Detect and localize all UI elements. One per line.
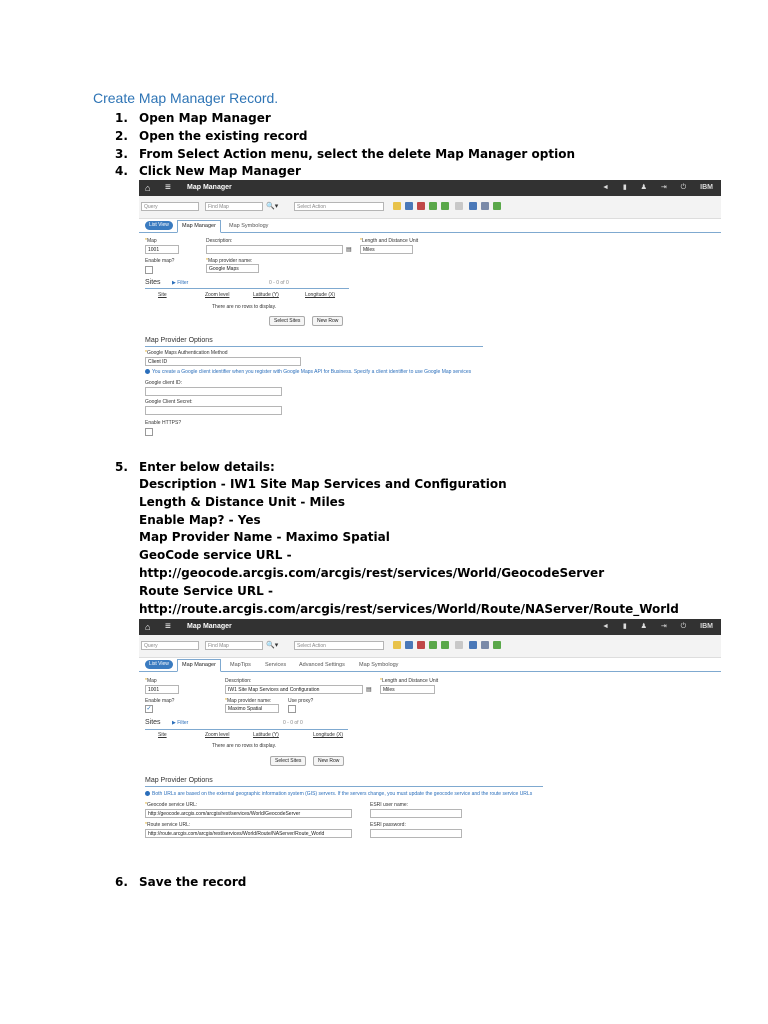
description-field[interactable] <box>206 245 343 254</box>
detail-unit: Length & Distance Unit - Miles <box>139 494 345 509</box>
title-bar <box>139 180 721 196</box>
refresh-icon[interactable] <box>455 641 463 649</box>
sites-title: Sites <box>145 279 161 286</box>
use-proxy-checkbox[interactable] <box>288 705 296 713</box>
tab-map-symbology[interactable]: Map Symbology <box>229 223 269 229</box>
save-icon[interactable] <box>405 641 413 649</box>
client-id-field[interactable] <box>145 387 282 396</box>
new-record-icon[interactable] <box>393 202 401 210</box>
step-text: Open the existing record <box>139 129 308 143</box>
step-number: 1. <box>115 111 128 125</box>
empty-message: There are no rows to display. <box>212 743 277 749</box>
auth-method-select[interactable]: Client ID <box>145 357 301 366</box>
detail-geocode-label: GeoCode service URL - <box>139 548 292 563</box>
client-secret-field[interactable] <box>145 406 282 415</box>
workflow-icon[interactable] <box>481 641 489 649</box>
enable-map-label: Enable map? <box>145 258 175 264</box>
next-icon[interactable] <box>441 641 449 649</box>
pager: 0 - 0 of 0 <box>283 720 303 726</box>
new-row-button[interactable]: New Row <box>312 316 343 326</box>
select-sites-button[interactable]: Select Sites <box>270 756 306 766</box>
workflow-icon[interactable] <box>481 202 489 210</box>
toolbar-icons: ◄ ▮ ♟ ⇥ ⏻ IBM <box>601 623 713 630</box>
step-number: 5. <box>115 460 128 474</box>
detail-provider: Map Provider Name - Maximo Spatial <box>139 530 390 545</box>
sites-divider <box>145 288 349 289</box>
map-field[interactable]: 1001 <box>145 685 179 694</box>
info-message: Both URLs are based on the external geographic information system (GIS) servers. If the servers change, you must update the geocode service and the route service URLs <box>145 791 532 797</box>
tab-map-manager[interactable]: Map Manager <box>177 659 221 672</box>
col-zoom[interactable]: Zoom level <box>205 292 230 298</box>
search-icon[interactable]: 🔍▾ <box>266 203 279 210</box>
col-site[interactable]: Site <box>158 732 167 738</box>
esri-password-field[interactable] <box>370 829 462 838</box>
provider-label: *Map provider name: <box>206 258 253 264</box>
tab-map-manager[interactable]: Map Manager <box>177 220 221 233</box>
home-icon[interactable]: ⌂ <box>145 622 151 632</box>
tab-services[interactable]: Services <box>265 662 287 668</box>
geocode-label: *Geocode service URL: <box>145 802 198 808</box>
step-4 <box>115 162 301 180</box>
pager: 0 - 0 of 0 <box>269 280 289 286</box>
info-icon <box>145 791 150 796</box>
esri-password-label: ESRI password: <box>370 822 406 828</box>
find-input[interactable]: Find Map <box>205 202 263 211</box>
brand-logo: IBM <box>700 623 713 630</box>
brand-logo: IBM <box>700 184 713 191</box>
unit-select[interactable]: Miles <box>360 245 413 254</box>
select-action-dropdown[interactable]: Select Action <box>294 202 384 211</box>
new-row-button[interactable]: New Row <box>313 756 344 766</box>
https-checkbox[interactable] <box>145 428 153 436</box>
enable-map-checkbox[interactable] <box>145 266 153 274</box>
route-label: *Route service URL: <box>145 822 191 828</box>
title-bar <box>139 619 721 635</box>
esri-user-label: ESRI user name: <box>370 802 409 808</box>
map-field[interactable]: 1001 <box>145 245 179 254</box>
unit-label: *Length and Distance Unit <box>360 238 419 244</box>
refresh-icon[interactable] <box>455 202 463 210</box>
provider-select[interactable]: Google Maps <box>206 264 259 273</box>
provider-options-title: Map Provider Options <box>145 777 213 784</box>
client-secret-label: Google Client Secret: <box>145 399 193 405</box>
step-number: 4. <box>115 164 128 178</box>
query-select[interactable]: Query <box>141 641 199 650</box>
screenshot-filled-map-manager <box>139 619 721 855</box>
info-message: You create a Google client identifier when you register with Google Maps API for Business. Specify a client identifier to use Google Map services <box>145 369 471 375</box>
step-1 <box>115 109 271 127</box>
step-6 <box>115 873 246 891</box>
route-icon[interactable] <box>493 641 501 649</box>
bulletin-icon[interactable] <box>469 641 477 649</box>
enable-map-label: Enable map? <box>145 698 175 704</box>
route-icon[interactable] <box>493 202 501 210</box>
search-icon[interactable]: 🔍▾ <box>266 642 279 649</box>
document-title: Create Map Manager Record. <box>93 90 279 106</box>
map-label: *Map <box>145 678 157 684</box>
toolbar-icons: ◄ ▮ ♟ ⇥ ⏻ IBM <box>601 184 713 191</box>
step-text: Save the record <box>139 875 247 889</box>
auth-method-label: *Google Maps Authentication Method <box>145 350 228 356</box>
long-description-icon[interactable]: ▤ <box>346 247 352 253</box>
tab-map-symbology[interactable]: Map Symbology <box>359 662 399 668</box>
description-label: Description: <box>206 238 233 244</box>
detail-geocode-url: http://geocode.arcgis.com/arcgis/rest/services/World/GeocodeServer <box>139 565 605 580</box>
new-record-icon[interactable] <box>393 641 401 649</box>
tab-bar <box>139 659 721 672</box>
info-icon <box>145 369 150 374</box>
unit-label: *Length and Distance Unit <box>380 678 439 684</box>
find-input[interactable]: Find Map <box>205 641 263 650</box>
col-site[interactable]: Site <box>158 292 167 298</box>
provider-options-divider <box>145 786 543 787</box>
col-zoom[interactable]: Zoom level <box>205 732 230 738</box>
long-description-icon[interactable]: ▤ <box>366 687 372 693</box>
provider-options-divider <box>145 346 483 347</box>
provider-options-title: Map Provider Options <box>145 337 213 344</box>
geocode-field[interactable]: http://geocode.arcgis.com/arcgis/rest/services/World/GeocodeServer <box>145 809 352 818</box>
description-field[interactable]: IW1 Site Map Services and Configuration <box>225 685 363 694</box>
detail-route-label: Route Service URL - <box>139 583 273 598</box>
save-icon[interactable] <box>405 202 413 210</box>
step-2 <box>115 127 307 145</box>
previous-icon[interactable] <box>429 202 437 210</box>
detail-list <box>139 476 679 618</box>
query-bar <box>139 635 721 658</box>
step-text: From Select Action menu, select the delete Map Manager option <box>139 147 575 161</box>
description-label: Description: <box>225 678 252 684</box>
client-id-label: Google client ID: <box>145 380 182 386</box>
filter-link[interactable]: ▶ Filter <box>172 720 189 726</box>
tab-bar <box>139 220 721 233</box>
step-5 <box>115 458 275 476</box>
provider-label: *Map provider name: <box>225 698 272 704</box>
menu-icon[interactable]: ≡ <box>165 182 171 193</box>
step-text: Click New Map Manager <box>139 164 301 178</box>
empty-message: There are no rows to display. <box>212 304 277 310</box>
map-label: *Map <box>145 238 157 244</box>
home-icon[interactable]: ⌂ <box>145 183 151 193</box>
tab-maptips[interactable]: MapTips <box>230 662 251 668</box>
route-field[interactable]: http://route.arcgis.com/arcgis/rest/services/World/Route/NAServer/Route_World <box>145 829 352 838</box>
next-icon[interactable] <box>441 202 449 210</box>
detail-route-url: http://route.arcgis.com/arcgis/rest/services/World/Route/NAServer/Route_World <box>139 601 679 616</box>
screenshot-new-map-manager <box>139 180 721 442</box>
step-3 <box>115 145 575 163</box>
col-latitude[interactable]: Latitude (Y) <box>253 292 279 298</box>
tab-advanced-settings[interactable]: Advanced Settings <box>299 662 345 668</box>
unit-select[interactable]: Miles <box>380 685 435 694</box>
step-number: 3. <box>115 147 128 161</box>
col-latitude[interactable]: Latitude (Y) <box>253 732 279 738</box>
provider-select[interactable]: Maximo Spatial <box>225 704 279 713</box>
step-text: Open Map Manager <box>139 111 271 125</box>
query-select[interactable]: Query <box>141 202 199 211</box>
menu-icon[interactable]: ≡ <box>165 621 171 632</box>
detail-enable-map: Enable Map? - Yes <box>139 512 261 527</box>
use-proxy-label: Use proxy? <box>288 698 314 704</box>
col-longitude[interactable]: Longitude (X) <box>305 292 336 298</box>
list-view-button[interactable]: List View <box>145 660 173 669</box>
edit-icon[interactable] <box>417 641 425 649</box>
edit-icon[interactable] <box>417 202 425 210</box>
step-number: 6. <box>115 875 128 889</box>
query-bar <box>139 196 721 219</box>
sites-divider <box>145 729 348 730</box>
app-name: Map Manager <box>187 623 232 630</box>
step-text: Enter below details: <box>139 460 275 474</box>
select-action-dropdown[interactable]: Select Action <box>294 641 384 650</box>
list-view-button[interactable]: List View <box>145 221 173 230</box>
sites-title: Sites <box>145 719 161 726</box>
app-name: Map Manager <box>187 184 232 191</box>
select-sites-button[interactable]: Select Sites <box>269 316 305 326</box>
filter-link[interactable]: ▶ Filter <box>172 280 189 286</box>
enable-map-checkbox[interactable]: ✓ <box>146 706 152 712</box>
col-longitude[interactable]: Longitude (X) <box>313 732 344 738</box>
esri-user-field[interactable] <box>370 809 462 818</box>
bulletin-icon[interactable] <box>469 202 477 210</box>
https-label: Enable HTTPS? <box>145 420 182 426</box>
detail-description: Description - IW1 Site Map Services and Configuration <box>139 477 507 491</box>
step-number: 2. <box>115 129 128 143</box>
previous-icon[interactable] <box>429 641 437 649</box>
